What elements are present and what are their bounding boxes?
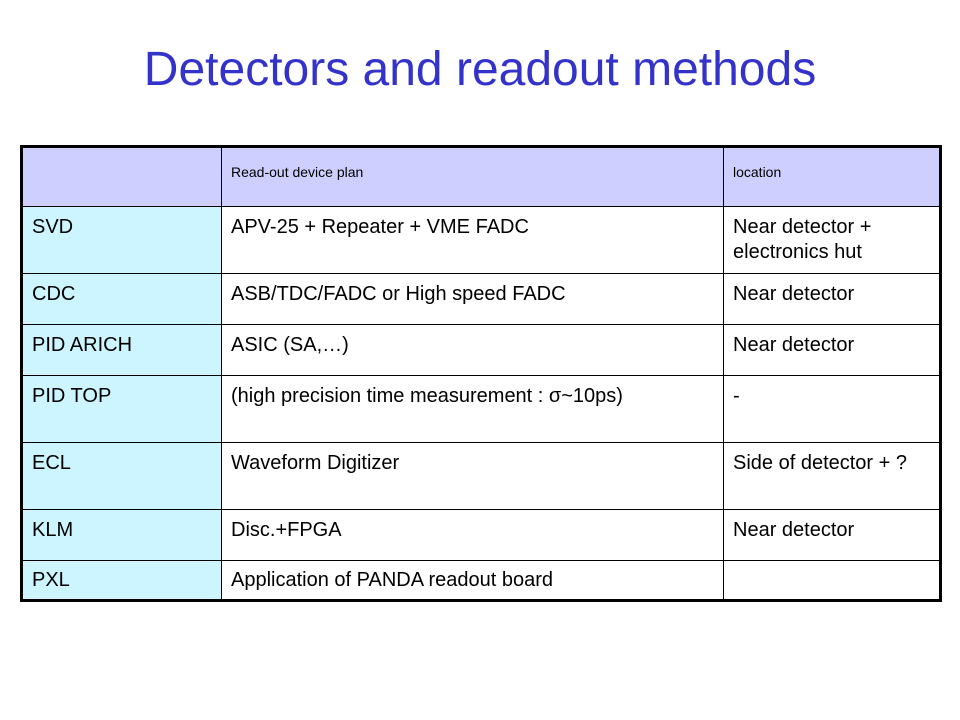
header-corner	[22, 147, 222, 207]
device-cell: APV-25 + Repeater + VME FADC	[222, 207, 724, 274]
table-row	[22, 274, 941, 325]
location-cell: Near detector	[724, 274, 941, 325]
table-row	[22, 510, 941, 561]
header-device-plan: Read-out device plan	[222, 147, 724, 207]
table-row	[22, 443, 941, 510]
location-cell	[724, 561, 941, 601]
location-cell: -	[724, 376, 941, 443]
detector-cell: PXL	[22, 561, 222, 601]
table-row	[22, 376, 941, 443]
location-cell: Near detector	[724, 510, 941, 561]
device-cell: Disc.+FPGA	[222, 510, 724, 561]
table-row	[22, 561, 941, 601]
readout-table	[20, 145, 942, 602]
table-header-row	[22, 147, 941, 207]
detector-cell: PID ARICH	[22, 325, 222, 376]
table-row	[22, 207, 941, 274]
slide-title: Detectors and readout methods	[143, 43, 817, 96]
device-cell: Waveform Digitizer	[222, 443, 724, 510]
detector-cell: ECL	[22, 443, 222, 510]
detector-cell: KLM	[22, 510, 222, 561]
device-cell: ASIC (SA,…)	[222, 325, 724, 376]
table-row	[22, 325, 941, 376]
device-cell: ASB/TDC/FADC or High speed FADC	[222, 274, 724, 325]
location-cell: Side of detector + ?	[724, 443, 941, 510]
location-cell: Near detector + electronics hut	[724, 207, 941, 274]
device-cell: (high precision time measurement : σ~10ps)	[222, 376, 724, 443]
header-location: location	[724, 147, 941, 207]
detector-cell: PID TOP	[22, 376, 222, 443]
location-cell: Near detector	[724, 325, 941, 376]
detector-cell: CDC	[22, 274, 222, 325]
device-cell: Application of PANDA readout board	[222, 561, 724, 601]
detector-cell: SVD	[22, 207, 222, 274]
